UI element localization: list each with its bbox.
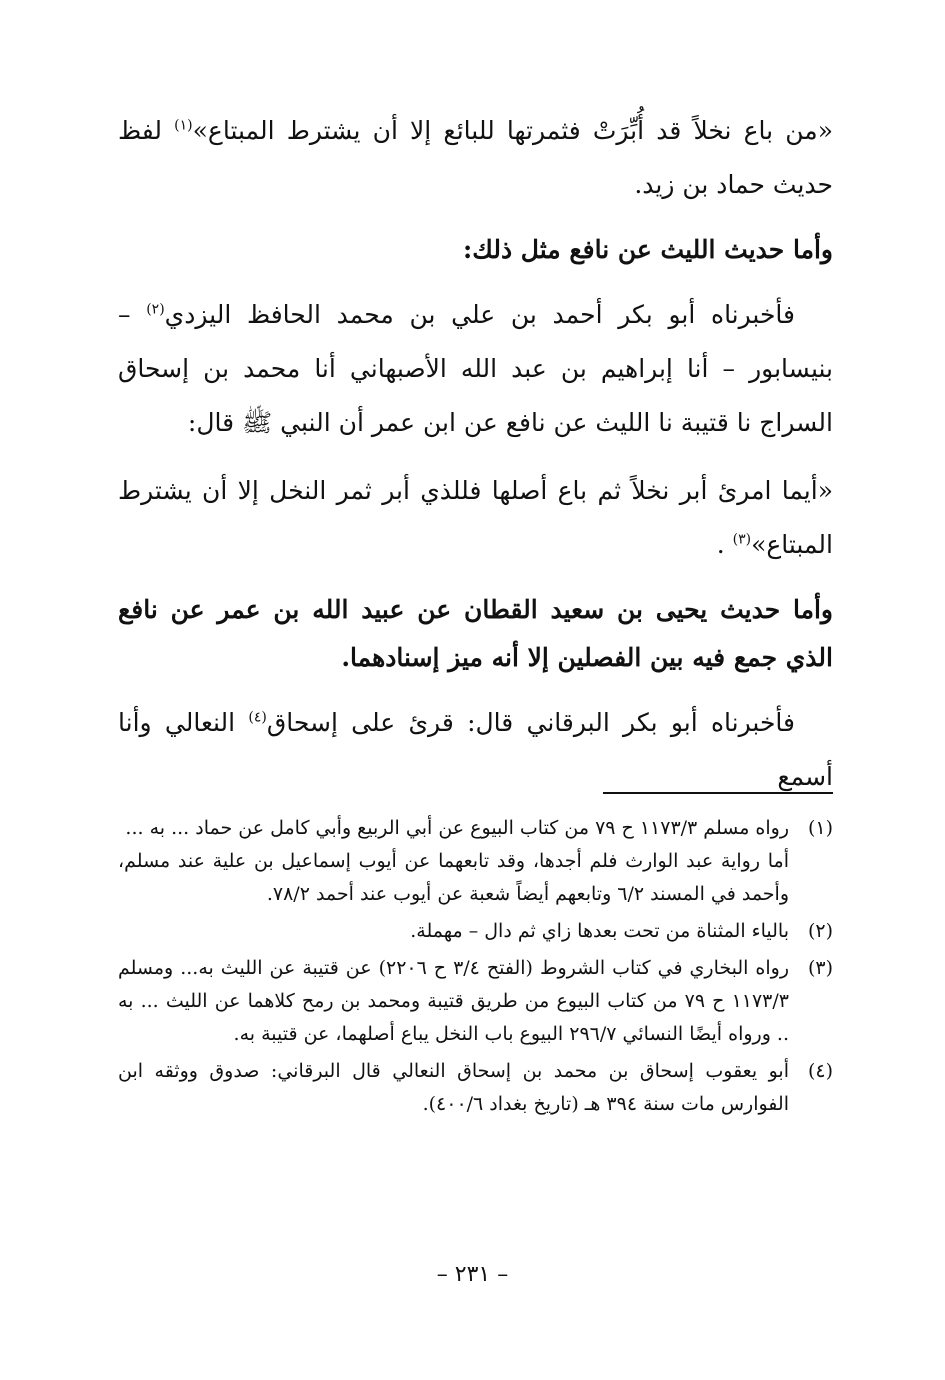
section-heading-1-text: وأما حديث الليث عن نافع مثل ذلك: — [463, 235, 833, 264]
section-heading-1 — [118, 226, 833, 274]
footnotes — [118, 812, 833, 1125]
footnote-number: (١) — [807, 817, 833, 839]
paragraph-1 — [118, 104, 833, 212]
footnote-line: أما رواية عبد الوارث فلم أجدها، وقد تابعهما عن أيوب إسماعيل بن علية عند مسلم، وأحمد في المسند ٦/٢ وتابعهم أيضاً شعبة عن أيوب عند أحمد ٧٨/٢. — [118, 850, 789, 905]
footnote-number: (٢) — [807, 920, 833, 942]
footnote-body — [118, 812, 789, 911]
paragraph-4-text-b: النعالي وأنا أسمع — [118, 708, 833, 791]
footnote-ref-4[interactable]: (٤) — [248, 709, 267, 726]
footnote-3 — [118, 952, 833, 1051]
paragraph-4-text-a: فأخبرناه أبو بكر البرقاني قال: قرئ على إسحاق — [266, 708, 795, 737]
footnote-body — [118, 1055, 789, 1121]
footnote-ref-1[interactable]: (١) — [174, 117, 193, 134]
footnote-number: (٣) — [807, 957, 833, 979]
footnote-line: رواه مسلم ١١٧٣/٣ ح ٧٩ من كتاب البيوع عن أبي الربيع وأبي كامل عن حماد ... به ... — [125, 817, 789, 839]
section-heading-2-text: وأما حديث يحيى بن سعيد القطان عن عبيد الله بن عمر عن نافع الذي جمع فيه بين الفصلين إلا أنه ميز إسنادهما. — [118, 595, 833, 672]
footnote-number: (٤) — [807, 1060, 833, 1082]
footnote-ref-3[interactable]: (٣) — [732, 531, 752, 548]
footnote-line: رواه البخاري في كتاب الشروط (الفتح ٣/٤ ح ٢٢٠٦) عن قتيبة عن الليث به... ومسلم ١١٧٣/٣ ح ٧٩ من كتاب البيوع من طريق قتيبة ومحمد بن رمح كلاهما عن الليث ... به .. ورواه أيضًا النسائي ٢٩٦/٧ البيوع باب النخل يباع أصلهما، عن قتيبة به. — [118, 957, 789, 1045]
footnote-1 — [118, 812, 833, 911]
paragraph-1-text-b: لفظ حديث حماد بن زيد. — [118, 116, 833, 199]
paragraph-3-text-a: «أيما امرئ أبر نخلاً ثم باع أصلها فللذي أبر ثمر النخل إلا أن يشترط المبتاع» — [118, 476, 833, 559]
paragraph-2-text-b: – بنيسابور – أنا إبراهيم بن عبد الله الأصبهاني أنا محمد بن إسحاق السراج نا قتيبة نا الليث عن نافع عن ابن عمر أن النبي ﷺ قال: — [118, 300, 833, 437]
paragraph-3 — [118, 464, 833, 572]
page-number: – ٢٣١ – — [436, 1262, 509, 1287]
footnote-separator — [603, 792, 833, 794]
footnote-2 — [118, 915, 833, 948]
section-heading-2 — [118, 586, 833, 682]
paragraph-2-text-a: فأخبرناه أبو بكر أحمد بن علي بن محمد الحافظ اليزدي — [164, 300, 795, 329]
paragraph-3-text-b: . — [716, 530, 733, 559]
footnote-ref-2[interactable]: (٢) — [146, 301, 165, 318]
footnote-body — [118, 915, 789, 948]
main-text — [118, 104, 833, 818]
footnote-body — [118, 952, 789, 1051]
footnote-line: بالياء المثناة من تحت بعدها زاي ثم دال – مهملة. — [410, 920, 789, 942]
footnote-line: أبو يعقوب إسحاق بن محمد بن إسحاق النعالي قال البرقاني: صدوق ووثقه ابن الفوارس مات سنة ٣٩٤ هـ (تاريخ بغداد ٤٠٠/٦). — [118, 1060, 789, 1115]
paragraph-2 — [118, 288, 833, 450]
footnote-4 — [118, 1055, 833, 1121]
paragraph-1-text-a: «من باع نخلاً قد أُبِّرَتْ فثمرتها للبائع إلا أن يشترط المبتاع» — [192, 116, 833, 145]
paragraph-4 — [118, 696, 833, 804]
